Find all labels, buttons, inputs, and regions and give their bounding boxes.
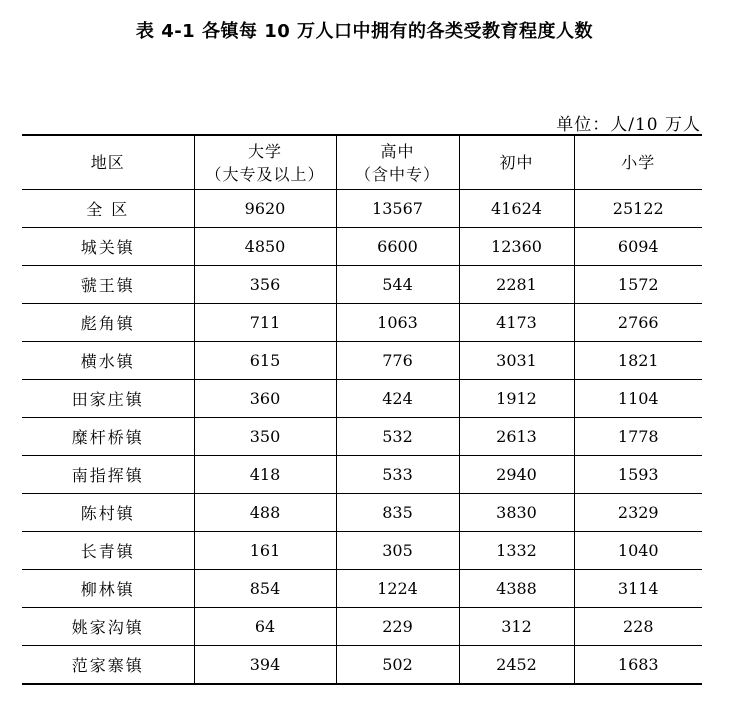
high-school-cell: 532 bbox=[336, 418, 459, 456]
university-cell: 350 bbox=[194, 418, 336, 456]
table-row bbox=[22, 342, 702, 380]
primary-school-cell: 2329 bbox=[574, 494, 702, 532]
table-title: 表 4-1 各镇每 10 万人口中拥有的各类受教育程度人数 bbox=[135, 21, 594, 42]
high-school-cell: 305 bbox=[336, 532, 459, 570]
education-table bbox=[22, 134, 702, 685]
middle-school-cell: 1332 bbox=[459, 532, 574, 570]
university-cell: 9620 bbox=[194, 190, 336, 228]
header-primary-school-label: 小学 bbox=[621, 153, 656, 172]
header-high-school-sublabel: （含中专） bbox=[354, 164, 440, 184]
table-row bbox=[22, 380, 702, 418]
header-region bbox=[22, 135, 194, 190]
table-row bbox=[22, 266, 702, 304]
primary-school-cell: 1821 bbox=[574, 342, 702, 380]
primary-school-cell: 3114 bbox=[574, 570, 702, 608]
university-cell: 615 bbox=[194, 342, 336, 380]
middle-school-cell: 2940 bbox=[459, 456, 574, 494]
header-row bbox=[22, 135, 702, 190]
region-cell: 糜杆桥镇 bbox=[22, 418, 194, 456]
header-middle-school bbox=[459, 135, 574, 190]
primary-school-cell: 1104 bbox=[574, 380, 702, 418]
primary-school-cell: 1572 bbox=[574, 266, 702, 304]
region-cell: 彪角镇 bbox=[22, 304, 194, 342]
primary-school-cell: 1778 bbox=[574, 418, 702, 456]
table-body bbox=[22, 190, 702, 685]
region-cell: 田家庄镇 bbox=[22, 380, 194, 418]
primary-school-cell: 1593 bbox=[574, 456, 702, 494]
high-school-cell: 502 bbox=[336, 646, 459, 685]
high-school-cell: 1063 bbox=[336, 304, 459, 342]
middle-school-cell: 41624 bbox=[459, 190, 574, 228]
university-cell: 488 bbox=[194, 494, 336, 532]
university-cell: 161 bbox=[194, 532, 336, 570]
high-school-cell: 544 bbox=[336, 266, 459, 304]
header-middle-school-label: 初中 bbox=[499, 153, 534, 172]
high-school-cell: 424 bbox=[336, 380, 459, 418]
middle-school-cell: 1912 bbox=[459, 380, 574, 418]
region-cell: 南指挥镇 bbox=[22, 456, 194, 494]
middle-school-cell: 3031 bbox=[459, 342, 574, 380]
university-cell: 854 bbox=[194, 570, 336, 608]
table-header bbox=[22, 135, 702, 190]
middle-school-cell: 2452 bbox=[459, 646, 574, 685]
header-university-label: 大学 bbox=[247, 141, 282, 161]
region-cell: 范家寨镇 bbox=[22, 646, 194, 685]
header-high-school-label: 高中 bbox=[380, 141, 415, 161]
table-row bbox=[22, 304, 702, 342]
region-cell: 柳林镇 bbox=[22, 570, 194, 608]
middle-school-cell: 12360 bbox=[459, 228, 574, 266]
university-cell: 4850 bbox=[194, 228, 336, 266]
region-cell: 城关镇 bbox=[22, 228, 194, 266]
header-university-sublabel: （大专及以上） bbox=[205, 164, 325, 184]
header-region-label: 地区 bbox=[90, 153, 125, 172]
university-cell: 64 bbox=[194, 608, 336, 646]
table-row bbox=[22, 190, 702, 228]
region-cell: 横水镇 bbox=[22, 342, 194, 380]
table-row bbox=[22, 646, 702, 685]
unit-label: 单位：人/10 万人 bbox=[556, 115, 701, 135]
high-school-cell: 835 bbox=[336, 494, 459, 532]
table-row bbox=[22, 532, 702, 570]
primary-school-cell: 1683 bbox=[574, 646, 702, 685]
high-school-cell: 533 bbox=[336, 456, 459, 494]
header-primary-school bbox=[574, 135, 702, 190]
high-school-cell: 13567 bbox=[336, 190, 459, 228]
middle-school-cell: 312 bbox=[459, 608, 574, 646]
high-school-cell: 776 bbox=[336, 342, 459, 380]
middle-school-cell: 4173 bbox=[459, 304, 574, 342]
table-row bbox=[22, 608, 702, 646]
table-row bbox=[22, 570, 702, 608]
region-cell: 虢王镇 bbox=[22, 266, 194, 304]
university-cell: 418 bbox=[194, 456, 336, 494]
primary-school-cell: 1040 bbox=[574, 532, 702, 570]
middle-school-cell: 2281 bbox=[459, 266, 574, 304]
university-cell: 711 bbox=[194, 304, 336, 342]
university-cell: 360 bbox=[194, 380, 336, 418]
primary-school-cell: 2766 bbox=[574, 304, 702, 342]
table-row bbox=[22, 418, 702, 456]
header-university bbox=[194, 135, 336, 190]
region-cell: 陈村镇 bbox=[22, 494, 194, 532]
middle-school-cell: 3830 bbox=[459, 494, 574, 532]
table-row bbox=[22, 228, 702, 266]
region-cell: 姚家沟镇 bbox=[22, 608, 194, 646]
high-school-cell: 1224 bbox=[336, 570, 459, 608]
primary-school-cell: 25122 bbox=[574, 190, 702, 228]
region-cell: 全 区 bbox=[22, 190, 194, 228]
table-row bbox=[22, 456, 702, 494]
table-row bbox=[22, 494, 702, 532]
primary-school-cell: 228 bbox=[574, 608, 702, 646]
university-cell: 394 bbox=[194, 646, 336, 685]
primary-school-cell: 6094 bbox=[574, 228, 702, 266]
middle-school-cell: 4388 bbox=[459, 570, 574, 608]
middle-school-cell: 2613 bbox=[459, 418, 574, 456]
high-school-cell: 229 bbox=[336, 608, 459, 646]
high-school-cell: 6600 bbox=[336, 228, 459, 266]
university-cell: 356 bbox=[194, 266, 336, 304]
header-high-school bbox=[336, 135, 459, 190]
region-cell: 长青镇 bbox=[22, 532, 194, 570]
